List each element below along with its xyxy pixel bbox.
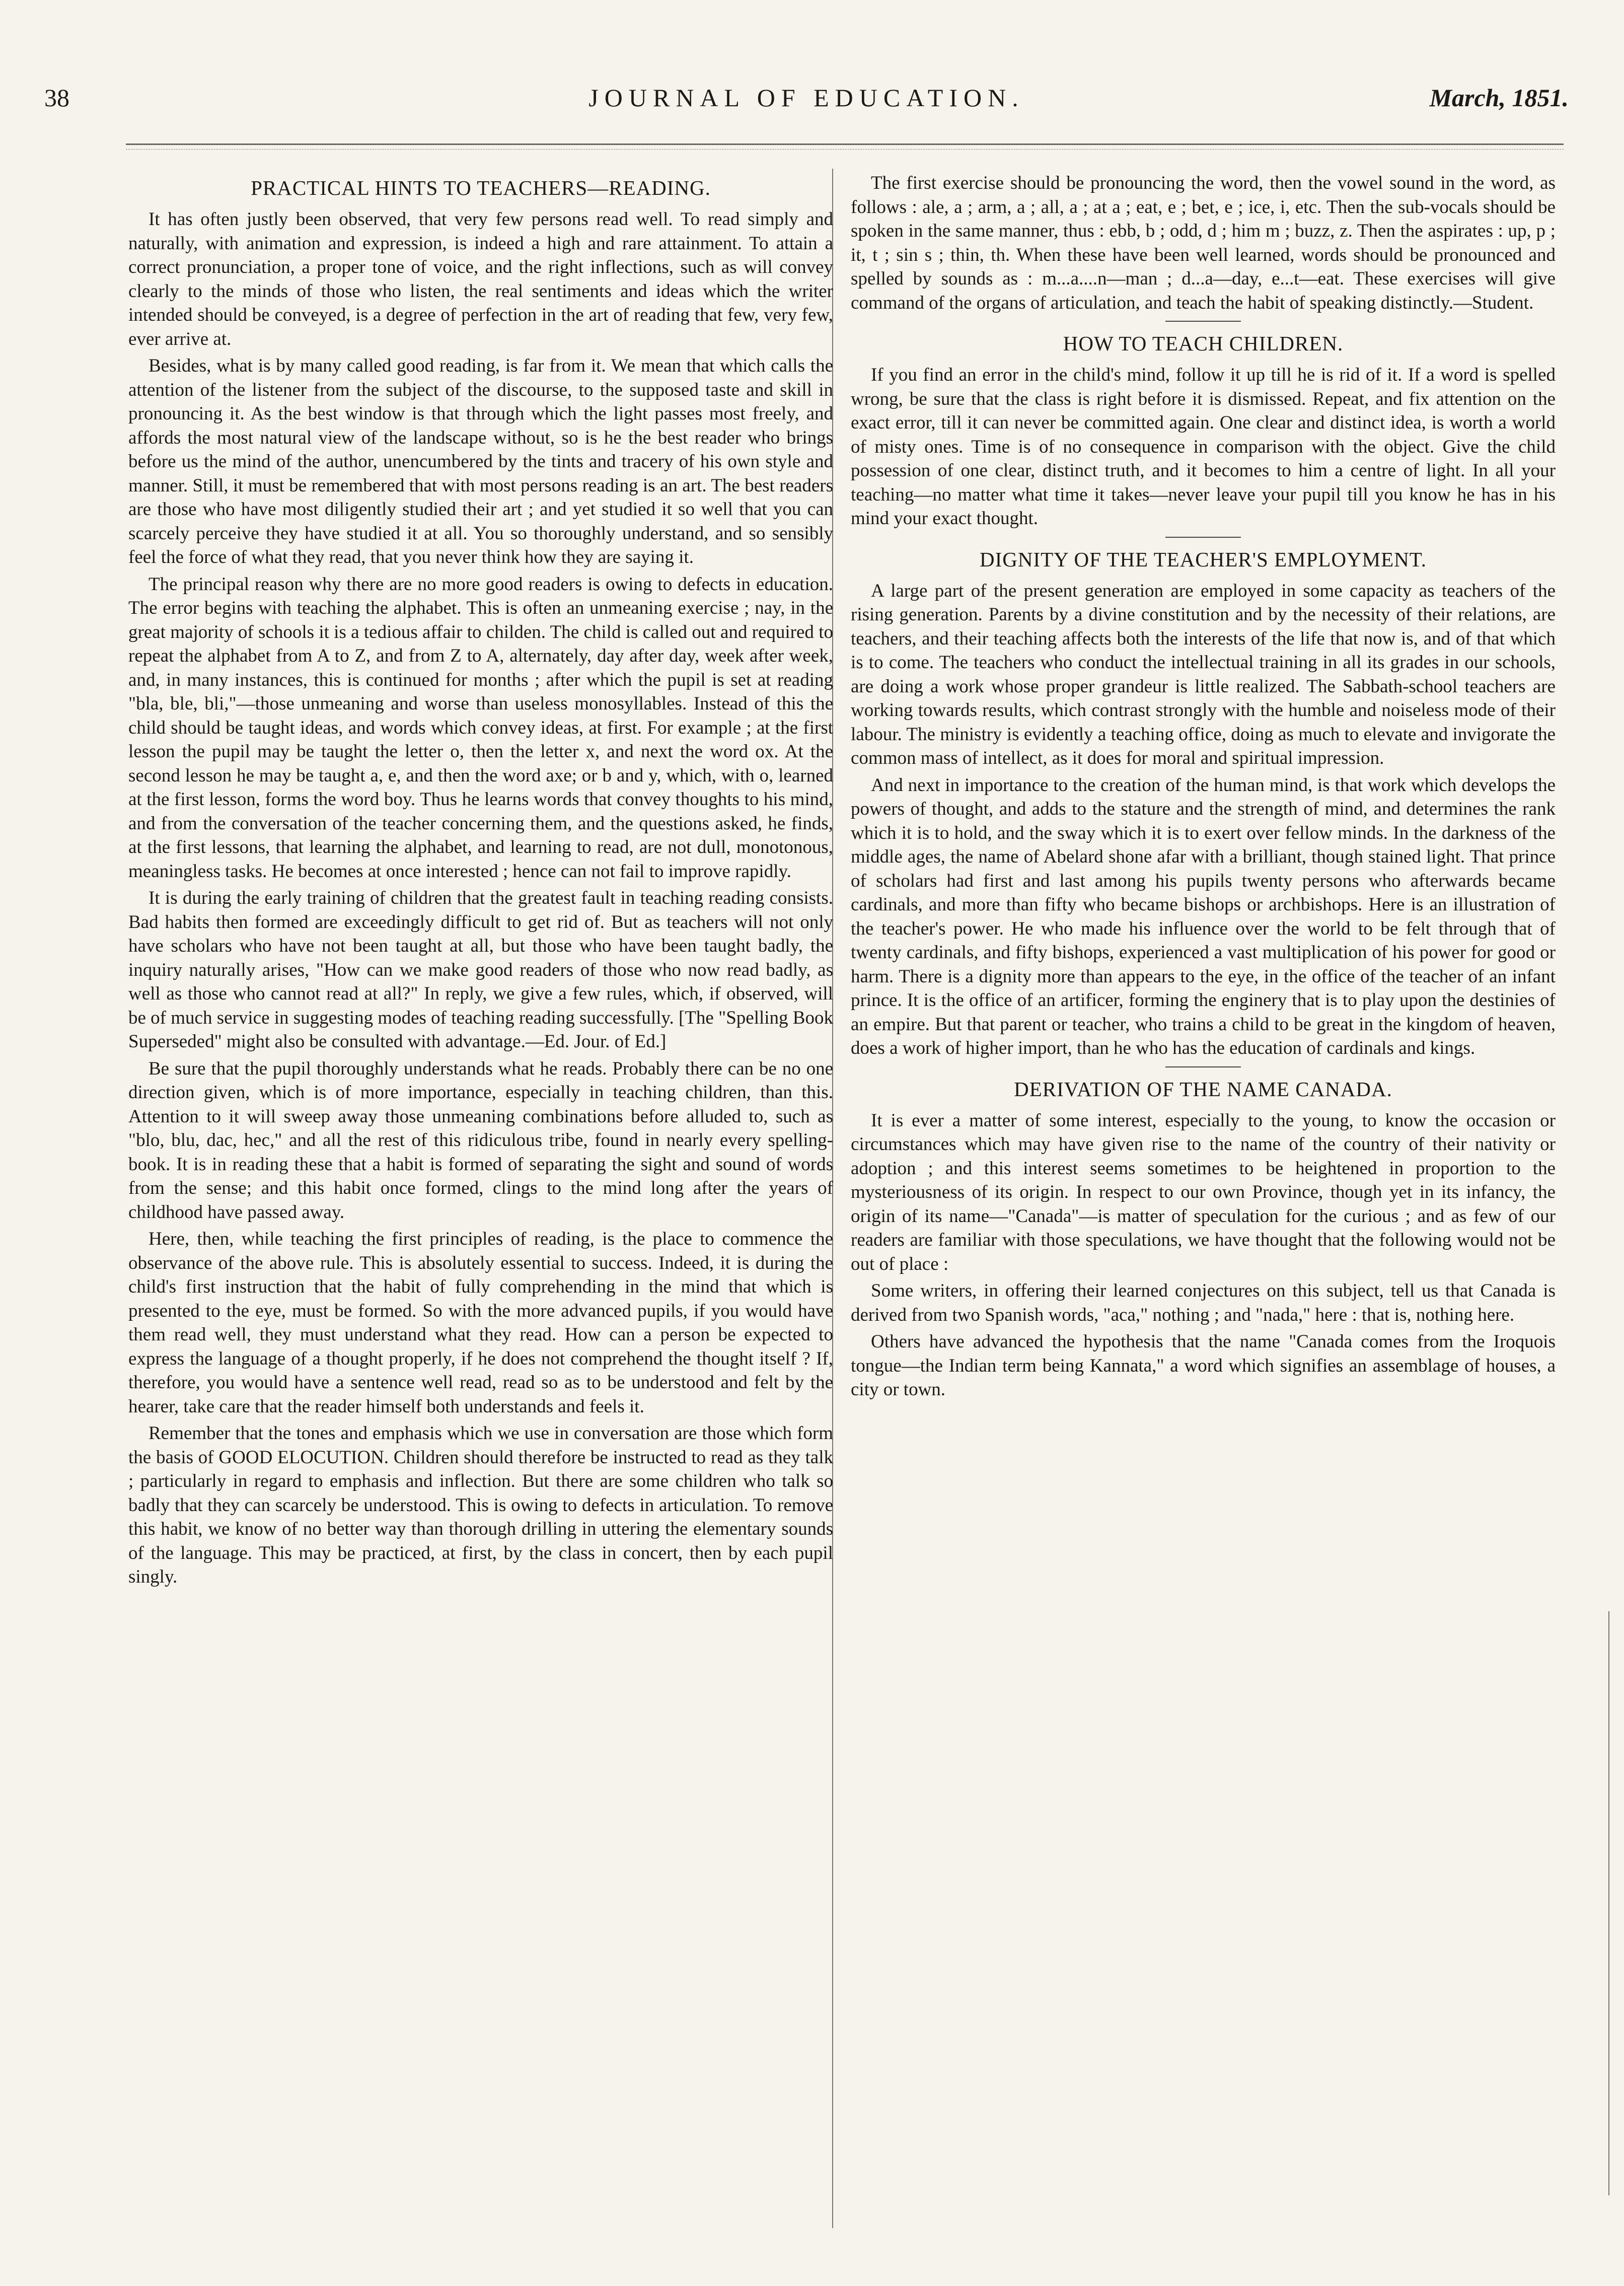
page-number: 38 (44, 84, 69, 112)
paragraph: It has often justly been observed, that very few persons read well. To read simply and naturally, with animation and expression, is indeed a high and rare attainment. To attain a correct pronunciation, a proper tone of voice, and the right inflections, such as will convey clearly to the minds of those who listen, the real sentiments and ideas which the writer intended should be conveyed, is a degree of perfection in the art of reading that few, very few, ever arrive at. (128, 209, 833, 349)
header-rule-dashed (126, 149, 1564, 150)
paragraph: The first exercise should be pronouncing the word, then the vowel sound in the word, as follows : ale, a ; arm, a ; all, a ; at a ; eat, e ; bet, e ; ice, i, etc. Then the sub-vocals should be spoken in the same manner, thus : ebb, b ; odd, d ; him m ; buzz, z. Then the aspirates : up, p ; it, t ; sin s ; thin, th. When these have been well learned, words should be pronounced and spelled by sounds as : m...a....n—man ; d...a—day, e...t—eat. These exercises will give command of the organs of articulation, and teach the habit of speaking distinctly.—Student. (851, 173, 1556, 313)
paragraph: Be sure that the pupil thoroughly understands what he reads. Probably there can be no one direction given, which is of more importance, especially in teaching children, than this. Attention to it will sweep away those unmeaning combinations before alluded to, such as "blo, blu, dac, hec," and all the rest of this ridiculous tribe, found in nearly every spelling-book. It is in reading these that a habit is formed of separating the sight and sound of words from the sense; and this habit once formed, clings to the mind long after the years of childhood have passed away. (128, 1058, 833, 1223)
section-rule (1165, 537, 1241, 538)
paragraph: It is during the early training of children that the greatest fault in teaching reading consists. Bad habits then formed are exceedingly difficult to get rid of. But as teachers will not only have scholars who have not been taught at all, but those who have been taught badly, the inquiry naturally arises, "How can we make good readers of those who now read badly, as well as those who cannot read at all?" In reply, we give a few rules, which, if observed, will be of much service in suggesting modes of teaching reading successfully. [The "Spelling Book Superseded" might also be consulted with advantage.—Ed. Jour. of Ed.] (128, 888, 833, 1052)
section-rule (1165, 1066, 1241, 1067)
article-title-reading: PRACTICAL HINTS TO TEACHERS—READING. (251, 176, 711, 199)
left-column (128, 171, 833, 1592)
paragraph: It is ever a matter of some interest, especially to the young, to know the occasion or circumstances which may have given rise to the name of the country of their nativity or adoption ; and this interest seems sometimes to be heightened in proportion to the mysteriousness of its origin. In respect to our own Province, though yet in its infancy, the origin of its name—"Canada"—is matter of speculation for the curious ; and as few of our readers are familiar with those speculations, we have thought that the following would not be out of place : (851, 1110, 1556, 1274)
paragraph: A large part of the present generation are employed in some capacity as teachers of the rising generation. Parents by a divine constitution and by the necessity of their relations, are teachers, and their teaching affects both the interests of the life that now is, and of that which is to come. The teachers who conduct the intellectual training in all its grades in our schools, are doing a work whose proper grandeur is little realized. The Sabbath-school teachers are working towards results, which contrast strongly with the humble and noiseless mode of their labour. The ministry is evidently a teaching office, doing as much to elevate and invigorate the common mass of intellect, as it does for moral and spiritual impression. (851, 580, 1556, 768)
paragraph: Besides, what is by many called good reading, is far from it. We mean that which calls the attention of the listener from the subject of the discourse, to the supposed taste and skill in pronouncing it. As the best window is that through which the light passes most freely, and affords the most natural view of the landscape without, so is he the best reader who brings before us the mind of the author, unencumbered by the tints and tracery of his own style and manner. Still, it must be remembered that with most persons reading is an art. The best readers are those who have most diligently studied their art ; and yet studied it so well that you can scarcely perceive they have studied it at all. You so thoroughly understand, and so sensibly feel the force of what they read, that you never think how they are saying it. (128, 355, 833, 567)
paragraph: Others have advanced the hypothesis that the name "Canada comes from the Iroquois tongue—the Indian term being Kannata," a word which signifies an assemblage of houses, a city or town. (851, 1331, 1556, 1400)
paragraph: If you find an error in the child's mind, follow it up till he is rid of it. If a word is spelled wrong, be sure that the class is right before it is dismissed. Repeat, and fix attention on the exact error, till it can never be committed again. One clear and distinct idea, is worth a world of misty ones. Time is of no consequence in comparison with the object. Give the child possession of one clear, distinct truth, and it becomes to him a centre of light. In all your teaching—no matter what time it takes—never leave your pupil till you know he has in his mind your exact thought. (851, 365, 1556, 529)
journal-title: JOURNAL OF EDUCATION. (588, 84, 1024, 112)
issue-date: March, 1851. (1429, 84, 1569, 112)
paragraph: Remember that the tones and emphasis which we use in conversation are those which form the basis of GOOD ELOCUTION. Children should therefore be instructed to read as they talk ; particularly in regard to emphasis and inflection. But there are some children who talk so badly that they can scarcely be understood. This is owing to defects in articulation. To remove this habit, we know of no better way than thorough drilling in uttering the elementary sounds of the language. This may be practiced, at first, by the class in concert, then by each pupil singly. (128, 1423, 833, 1587)
right-column (851, 171, 1556, 1405)
paragraph: And next in importance to the creation of the human mind, is that work which develops the powers of thought, and adds to the stature and the strength of mind, and determines the rank which it is to hold, and the sway which it is to exert over fellow minds. In the darkness of the middle ages, the name of Abelard shone afar with a brilliant, though stained light. That prince of scholars had first and last among his pupils twenty persons who afterwards became cardinals, and more than fifty who became bishops or archbishops. Here is an illustration of the teacher's power. He who made his influence over the world to be felt through that of twenty cardinals, and fifty bishops, experienced a vast multiplication of his power for good or harm. There is a dignity more than appears to the eye, in the office of the teacher of an infant prince. It is the office of an artificer, forming the enginery that is to play upon the destinies of an empire. But that parent or teacher, who trains a child to be great in the kingdom of heaven, does a work of higher import, than he who has the education of cardinals and kings. (851, 774, 1556, 1058)
article-title-canada: DERIVATION OF THE NAME CANADA. (1014, 1077, 1392, 1101)
article-title-dignity: DIGNITY OF THE TEACHER'S EMPLOYMENT. (979, 547, 1427, 571)
paragraph: The principal reason why there are no more good readers is owing to defects in education. The error begins with teaching the alphabet. This is often an unmeaning exercise ; nay, in the great majority of schools it is a tedious affair to childen. The child is called out and required to repeat the alphabet from A to Z, and from Z to A, alternately, day after day, week after week, and, in many instances, this is continued for months ; after which the pupil is set at reading "bla, ble, bli,"—those unmeaning and worse than useless monosyllables. Instead of this the child should be taught ideas, and words which convey ideas, at first. For example ; at the first lesson the pupil may be taught the letter o, then the letter x, and next the word ox. At the second lesson he may be taught a, e, and then the word axe; or b and y, which, with o, learned at the first lesson, forms the word boy. Thus he learns words that convey thoughts to his mind, and from the conversation of the teacher concerning them, and the questions asked, he finds, at the first lessons, that learning the alphabet, and learning to read, are not dull, monotonous, meaningless tasks. He becomes at once interested ; hence can not fail to improve rapidly. (128, 574, 833, 882)
header-rule (126, 144, 1564, 145)
section-rule (1165, 321, 1241, 322)
paragraph: Some writers, in offering their learned conjectures on this subject, tell us that Canada is derived from two Spanish words, "aca," nothing ; and "nada," here : that is, nothing here. (851, 1280, 1556, 1325)
page-header (44, 83, 1569, 118)
paragraph: Here, then, while teaching the first principles of reading, is the place to commence the observance of the above rule. This is absolutely essential to success. Indeed, it is during the child's first instruction that the habit of fully comprehending in the mind that which is presented to the eye, must be formed. So with the more advanced pupils, if you would have them read well, they must understand what they read. How can a person be expected to express the language of a thought properly, if he does not comprehend the thought itself ? If, therefore, you would have a sentence well read, read so as to be understood and felt by the hearer, take care that the reader himself both understands and feels it. (128, 1229, 833, 1417)
article-title-children: HOW TO TEACH CHILDREN. (1063, 332, 1344, 355)
page-edge-line (1608, 1611, 1609, 2195)
